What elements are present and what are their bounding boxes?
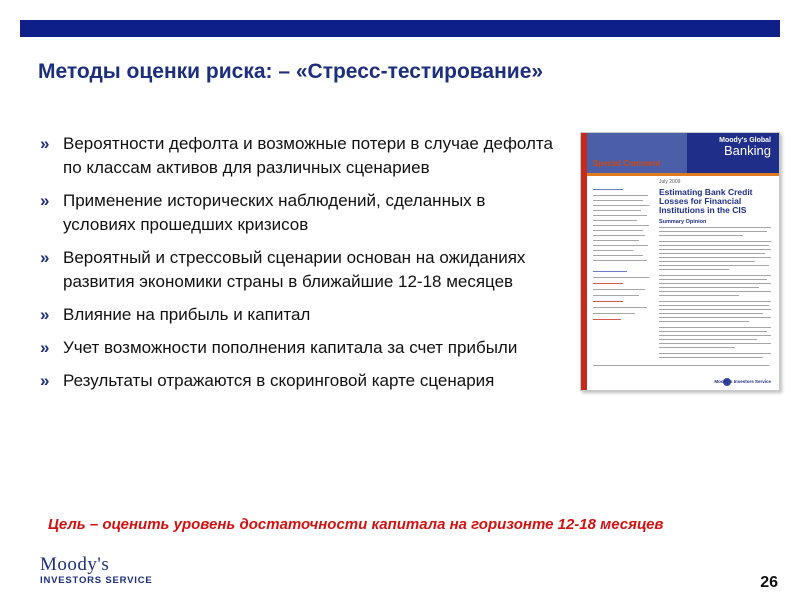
logo-line1: Moody's: [40, 554, 110, 575]
bullet-item: [40, 132, 560, 180]
bullet-item: [40, 336, 560, 360]
bullet-marker: »: [40, 338, 50, 357]
report-title: Estimating Bank Credit Losses for Financial Institutions in the CIS: [659, 187, 753, 215]
bullet-marker: »: [40, 371, 50, 390]
logo-line2: INVESTORS SERVICE: [40, 575, 153, 586]
bullet-text: Вероятный и стрессовый сценарии основан на ожиданиях развития экономики страны в ближайшие 12-18 месяцев: [63, 248, 526, 291]
bullet-item: [40, 189, 560, 237]
bullet-text: Результаты отражаются в скоринговой карте сценария: [63, 371, 495, 390]
report-brand-line1: Moody's Global: [719, 137, 771, 144]
bullet-text: Влияние на прибыль и капитал: [63, 305, 311, 324]
bullet-text: Применение исторических наблюдений, сделанных в условиях прошедших кризисов: [63, 191, 486, 234]
moodys-logo: [40, 555, 153, 586]
bullet-item: [40, 369, 560, 393]
slide-title: Методы оценки риска: – «Стресс-тестирование»: [38, 60, 544, 83]
bullet-marker: »: [40, 248, 50, 267]
bullet-marker: »: [40, 305, 50, 324]
report-summary-heading: Summary Opinion: [659, 219, 707, 225]
report-brand-line2: Banking: [724, 143, 771, 158]
report-date: July 2009: [659, 179, 681, 185]
bullet-item: [40, 303, 560, 327]
bullet-item: [40, 246, 560, 294]
goal-statement: Цель – оценить уровень достаточности капитала на горизонте 12-18 месяцев: [48, 516, 664, 533]
bullet-marker: »: [40, 134, 50, 153]
report-thumbnail: [580, 132, 780, 391]
bullet-list: [40, 132, 560, 402]
bullet-text: Вероятности дефолта и возможные потери в случае дефолта по классам активов для различных сценариев: [63, 134, 553, 177]
bullet-marker: »: [40, 191, 50, 210]
report-footer: Moody's Investors Service: [714, 379, 771, 384]
page-number: 26: [760, 574, 778, 591]
report-brand: [719, 137, 771, 158]
report-special-comment: Special Comment: [593, 159, 661, 168]
bullet-text: Учет возможности пополнения капитала за счет прибыли: [63, 338, 518, 357]
report-orange-bar: [587, 173, 779, 176]
top-bar: [20, 20, 780, 37]
